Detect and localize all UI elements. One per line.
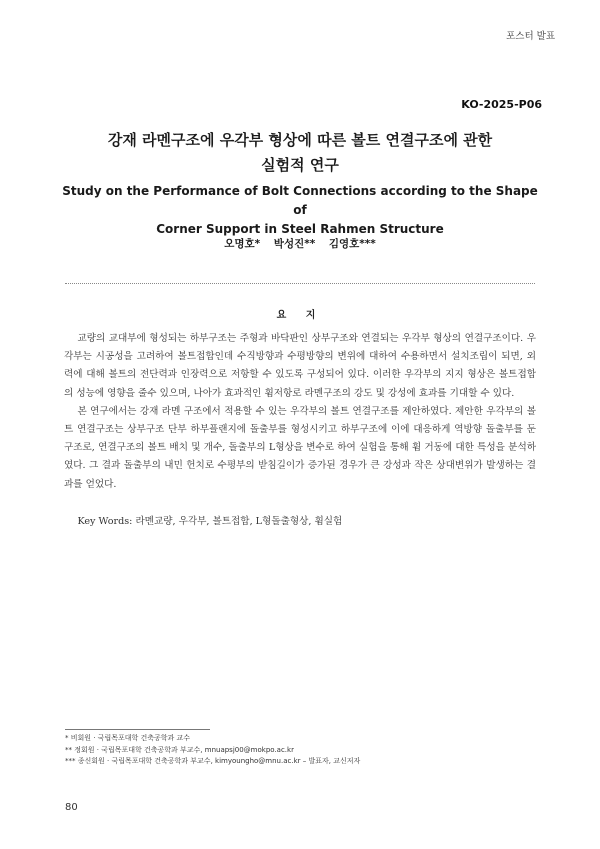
title-korean — [60, 128, 540, 178]
author-list — [0, 236, 600, 251]
keywords — [64, 513, 536, 527]
author-2: 박성진** — [273, 238, 316, 250]
abstract-paragraph-2: 본 연구에서는 강재 라멘 구조에서 적용할 수 있는 우각부의 볼트 연결구조를 제안하였다. 제안한 우각부의 볼트 연결구조는 상부구조 단부 하부플랜지에 돌출부를 형성시키고 하부구조에 이에 대응하게 역방향 돌출부를 둔 구조로, 연결구조의 볼트 배치 및 개수, 돌출부의 L형상을 변수로 하여 실험을 통해 휨 거동에 대한 특성을 분석하였다. 그 결과 돌출부의 내민 헌치로 수평부의 받침길이가 증가된 경우가 큰 강성과 작은 상대변위가 발생하는 결과를 얻었다. — [64, 405, 536, 490]
title-english — [60, 182, 540, 239]
section-label: 포스터 발표 — [506, 31, 555, 42]
author-1: 오명호* — [224, 238, 261, 250]
title-english-line-2: Corner Support in Steel Rahmen Structure — [156, 222, 444, 236]
paper-code: KO-2025-P06 — [461, 98, 542, 111]
title-korean-line-2: 실험적 연구 — [261, 156, 339, 174]
footnote-3: *** 종신회원 · 국립목포대학 건축공학과 부교수, kimyoungho@mnu.ac.kr – 발표자, 교신저자 — [65, 757, 361, 765]
title-english-line-1: Study on the Performance of Bolt Connections according to the Shape of — [62, 184, 538, 217]
abstract-paragraph-1: 교량의 교대부에 형성되는 하부구조는 주형과 바닥판인 상부구조와 연결되는 우각부 형상의 연결구조이다. 우각부는 시공성을 고려하여 볼트접합인데 수직방향과 수평방향의 변위에 대하여 수용하면서 설치조립이 되면, 외력에 대해 볼트의 전단력과 인장력으로 저항할 수 있도록 구성되어 있다. 이러한 우각부의 지지 형상은 볼트접합의 성능에 영향을 줄수 있으며, 나아가 효과적인 휨저항로 라멘구조의 강도 및 강성에 효과를 기대할 수 있다. — [64, 333, 536, 399]
title-korean-line-1: 강재 라멘구조에 우각부 형상에 따른 볼트 연결구조에 관한 — [107, 131, 493, 149]
footnotes — [65, 733, 360, 768]
footnote-1: * 비회원 · 국립목포대학 건축공학과 교수 — [65, 734, 191, 742]
author-3: 김영호*** — [328, 238, 376, 250]
page-number: 80 — [65, 802, 78, 813]
footnote-divider — [65, 729, 210, 730]
keywords-terms: 라멘교량, 우각부, 볼트접합, L형돌출형상, 휨실험 — [135, 516, 343, 527]
section-divider — [65, 283, 535, 284]
footnote-2: ** 정회원 · 국립목포대학 건축공학과 부교수, mnuapsj00@mokpo.ac.kr — [65, 745, 294, 754]
abstract-heading: 요 지 — [276, 310, 324, 321]
keywords-label: Key Words: — [77, 516, 133, 527]
abstract-body — [64, 330, 536, 494]
